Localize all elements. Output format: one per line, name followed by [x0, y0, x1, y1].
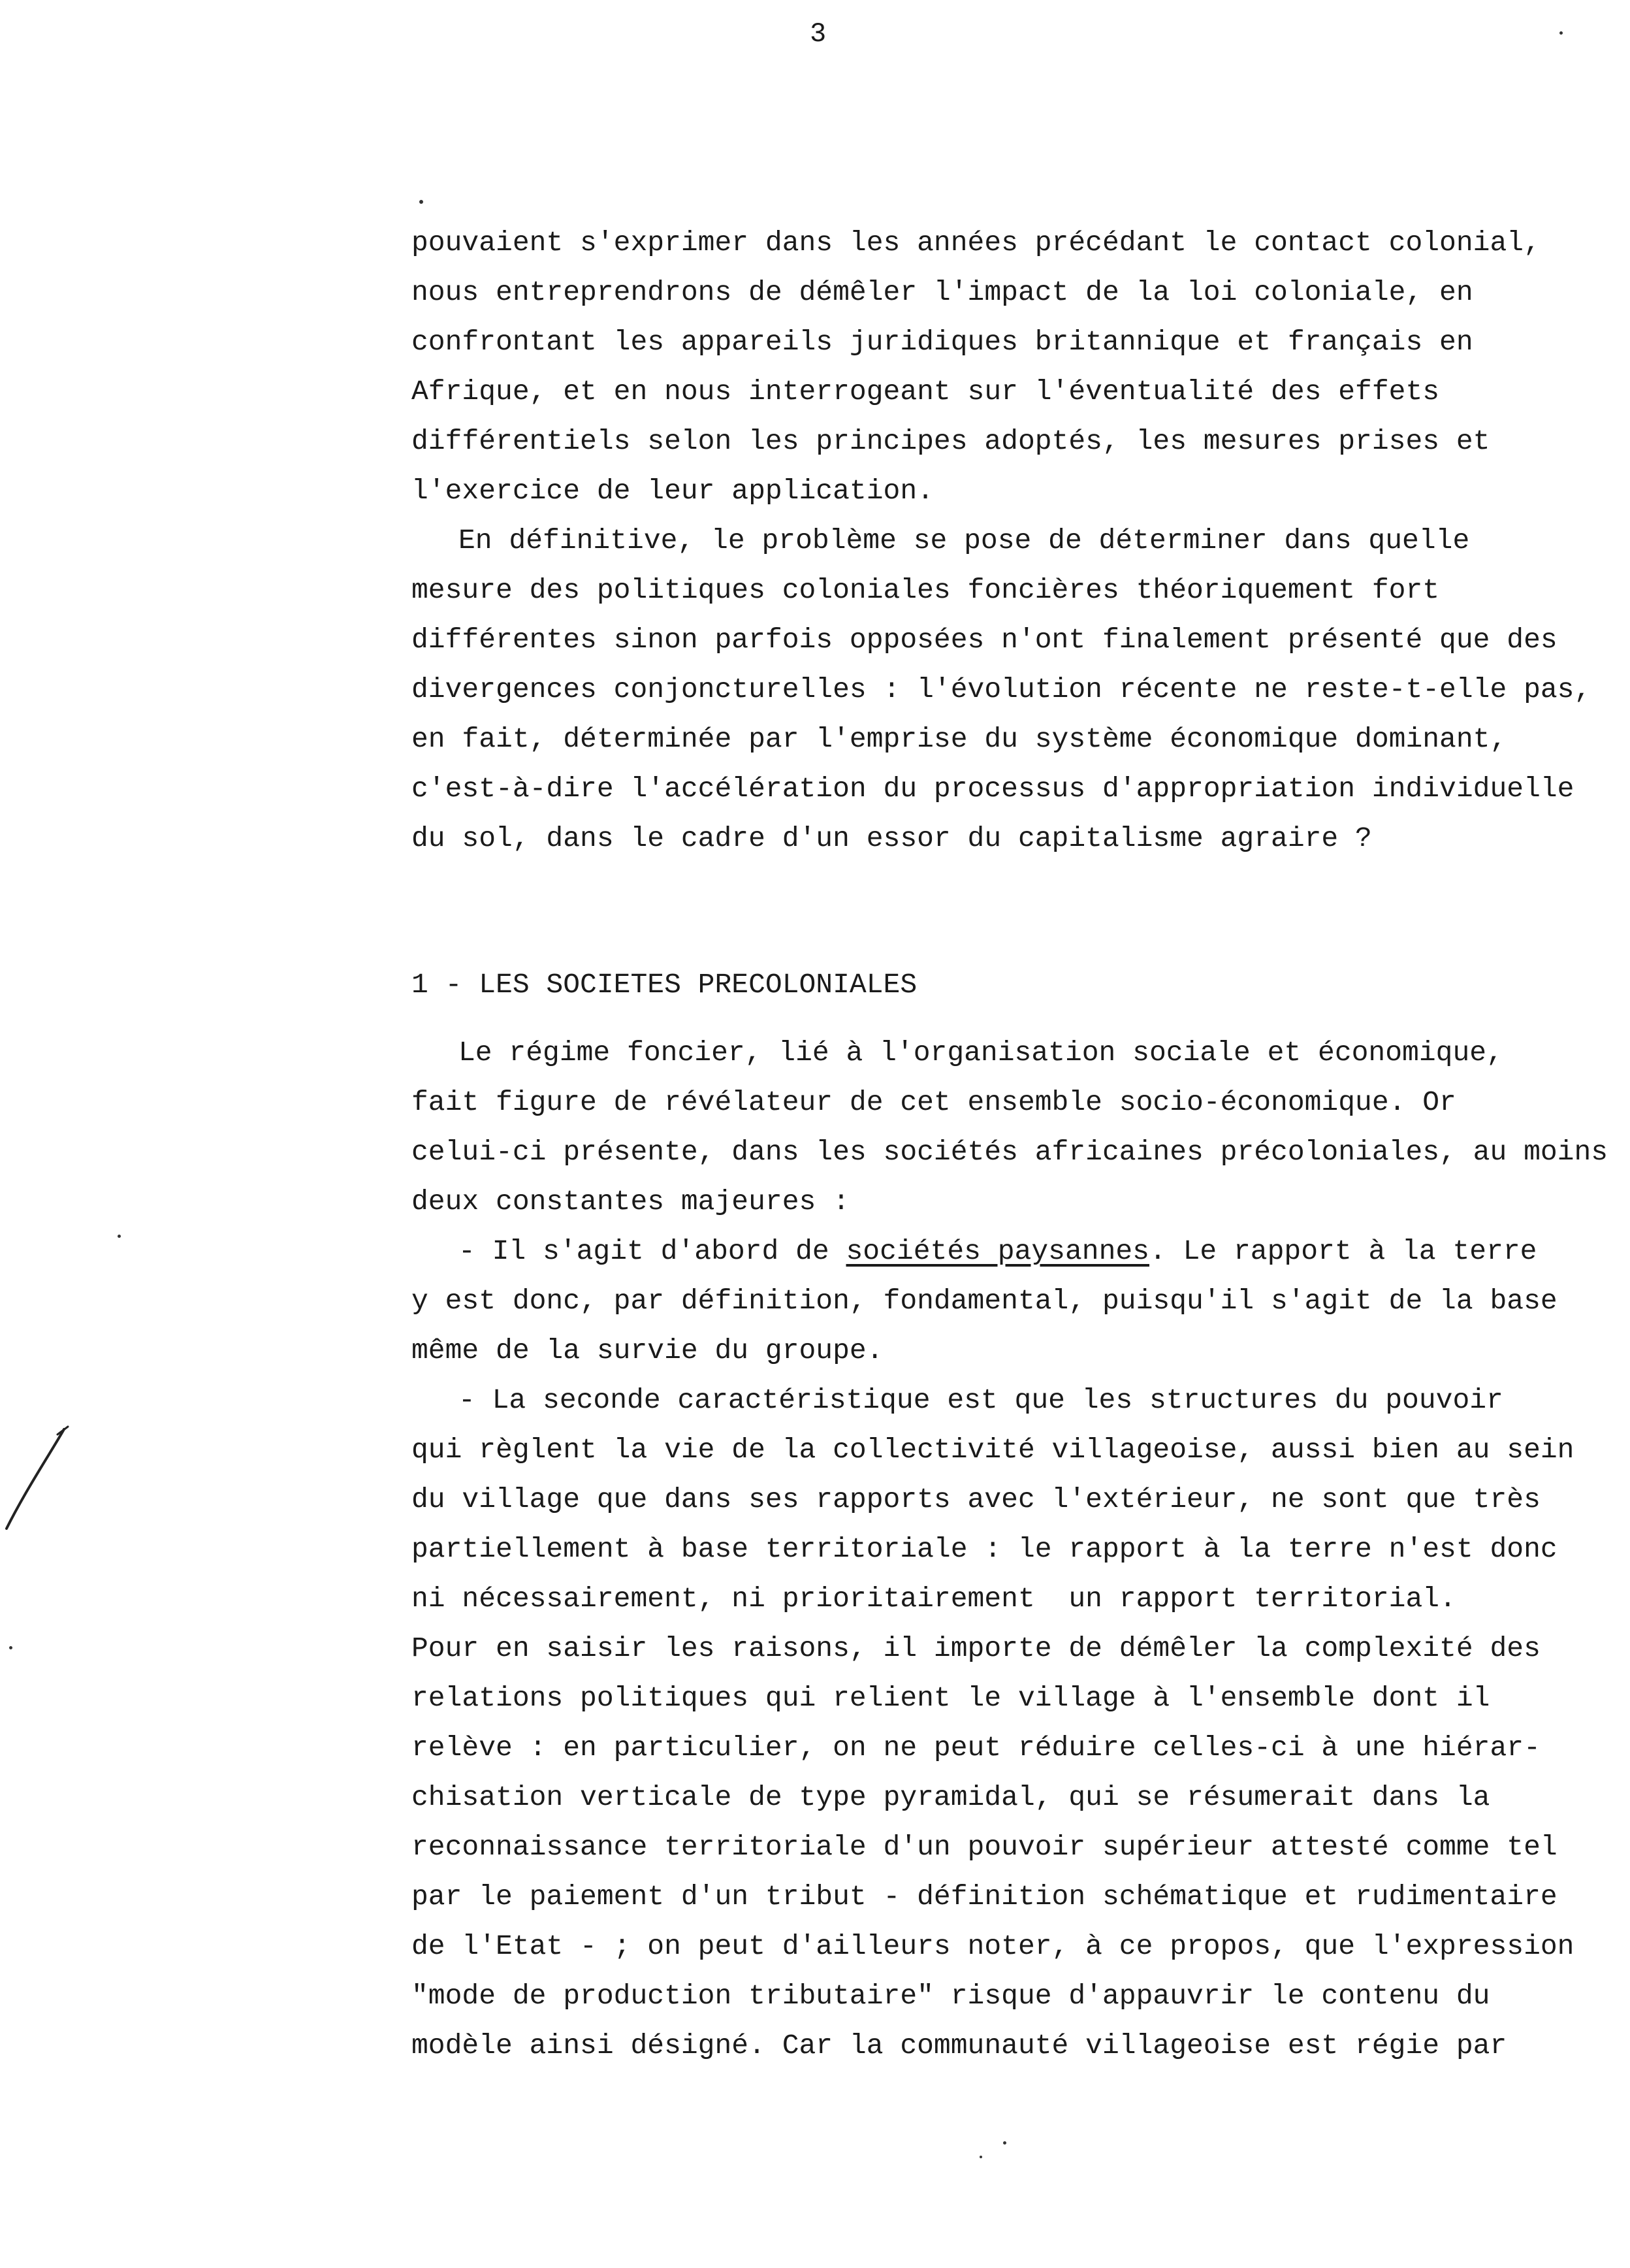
text-line: En définitive, le problème se pose de déterminer dans quelle [458, 525, 1470, 557]
text-line: relations politiques qui relient le village à l'ensemble dont il [411, 1682, 1490, 1714]
text-line: divergences conjoncturelles : l'évolution récente ne reste-t-elle pas, [411, 673, 1591, 705]
text-line: par le paiement d'un tribut - définition schématique et rudimentaire [411, 1881, 1558, 1913]
text-line: celui-ci présente, dans les sociétés africaines précoloniales, au moins [411, 1136, 1608, 1168]
text-line: différentiels selon les principes adoptés, les mesures prises et [411, 425, 1490, 457]
text-line: Afrique, et en nous interrogeant sur l'éventualité des effets [411, 376, 1440, 408]
text-line: deux constantes majeures : [411, 1186, 850, 1218]
text-line: en fait, déterminée par l'emprise du système économique dominant, [411, 723, 1507, 755]
text-line: reconnaissance territoriale d'un pouvoir supérieur attesté comme tel [411, 1831, 1558, 1863]
text-line: Le régime foncier, lié à l'organisation sociale et économique, [458, 1037, 1503, 1069]
underlined-term: sociétés paysannes [846, 1235, 1149, 1267]
text-line: modèle ainsi désigné. Car la communauté villageoise est régie par [411, 2030, 1507, 2062]
text-line: du sol, dans le cadre d'un essor du capitalisme agraire ? [411, 822, 1372, 854]
text-line: fait figure de révélateur de cet ensemble socio-économique. Or [411, 1086, 1456, 1118]
bullet-suffix: . Le rapport à la terre [1149, 1235, 1537, 1267]
text-line: mesure des politiques coloniales foncières théoriquement fort [411, 574, 1440, 606]
text-line: y est donc, par définition, fondamental, puisqu'il s'agit de la base [411, 1285, 1558, 1317]
text-line: "mode de production tributaire" risque d'appauvrir le contenu du [411, 1980, 1490, 2012]
text-line: - La seconde caractéristique est que les structures du pouvoir [458, 1384, 1503, 1416]
text-line: relève : en particulier, on ne peut réduire celles-ci à une hiérar- [411, 1732, 1541, 1764]
text-line: de l'Etat - ; on peut d'ailleurs noter, à ce propos, que l'expression [411, 1930, 1574, 1962]
bullet-prefix: - Il s'agit d'abord de [458, 1235, 846, 1267]
section-text [411, 1028, 1608, 2071]
scan-speck [1003, 2141, 1006, 2145]
page-number: 3 [810, 18, 827, 50]
text-line: ni nécessairement, ni prioritairement un rapport territorial. [411, 1583, 1456, 1615]
bullet-line-1 [411, 1227, 1600, 1276]
text-line: différentes sinon parfois opposées n'ont finalement présenté que des [411, 624, 1558, 656]
text-line: Pour en saisir les raisons, il importe de démêler la complexité des [411, 1632, 1541, 1664]
text-line: même de la survie du groupe. [411, 1335, 884, 1367]
scan-speck [980, 2156, 982, 2158]
text-line: chisation verticale de type pyramidal, qui se résumerait dans la [411, 1781, 1490, 1813]
text-line: nous entreprendrons de démêler l'impact de la loi coloniale, en [411, 276, 1473, 308]
text-line: partiellement à base territoriale : le rapport à la terre n'est donc [411, 1533, 1558, 1565]
text-line: du village que dans ses rapports avec l'extérieur, ne sont que très [411, 1483, 1541, 1515]
text-line: confrontant les appareils juridiques britannique et français en [411, 326, 1473, 358]
scan-speck [1559, 31, 1563, 35]
scan-speck [118, 1235, 121, 1238]
intro-text [411, 218, 1600, 864]
text-line: c'est-à-dire l'accélération du processus d'appropriation individuelle [411, 773, 1574, 805]
text-line: pouvaient s'exprimer dans les années précédant le contact colonial, [411, 227, 1541, 259]
section-heading: 1 - LES SOCIETES PRECOLONIALES [411, 969, 918, 1001]
text-line: qui règlent la vie de la collectivité villageoise, aussi bien au sein [411, 1434, 1574, 1466]
text-line: l'exercice de leur application. [411, 475, 934, 507]
scan-speck [419, 200, 423, 204]
scan-speck [9, 1646, 12, 1649]
margin-pen-mark [0, 1424, 72, 1535]
